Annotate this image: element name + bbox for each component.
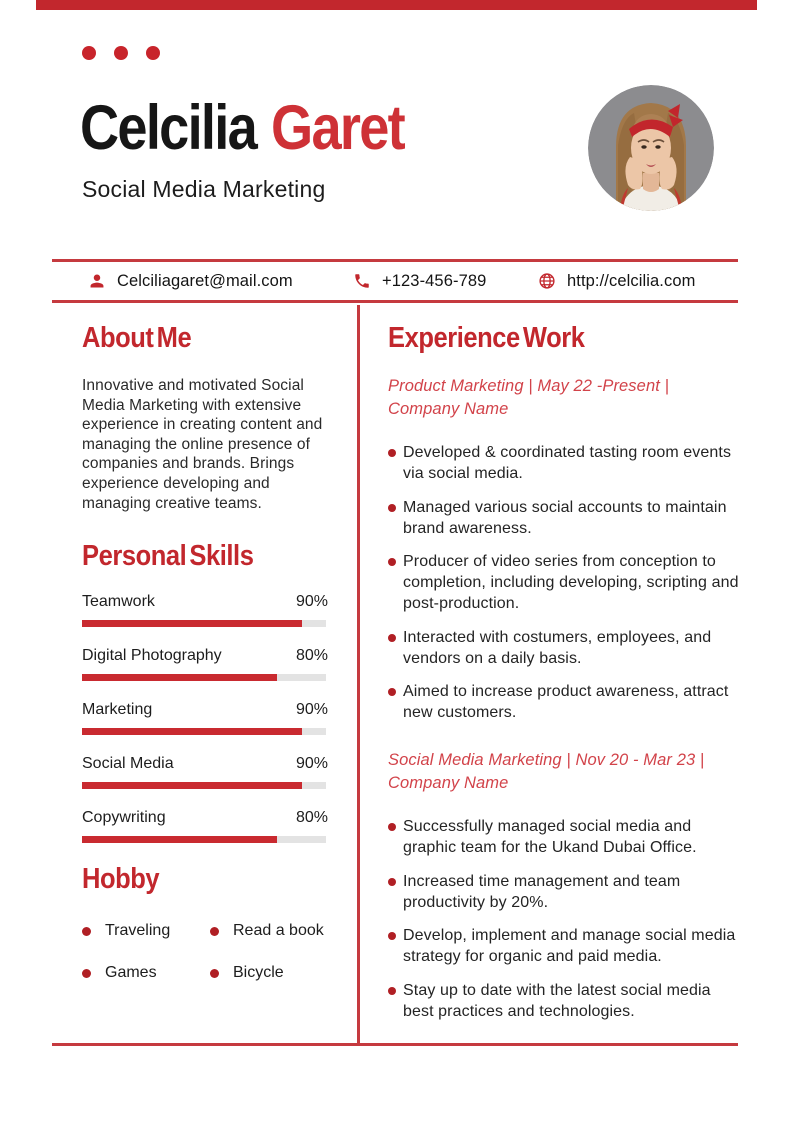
bullet-icon <box>388 688 396 696</box>
hobby-label: Games <box>105 964 157 982</box>
job-bullet-list <box>388 442 741 723</box>
portrait-illustration <box>588 85 714 211</box>
skill-percent: 90% <box>295 701 328 719</box>
first-name: Celcilia <box>80 93 256 163</box>
hobby-label: Traveling <box>105 922 171 940</box>
skills-list <box>82 593 328 843</box>
hobby-item <box>82 964 210 982</box>
bullet-icon <box>210 927 219 936</box>
contact-email <box>88 262 293 300</box>
bullet-text: Successfully managed social media and graphic team for the Ukand Dubai Office. <box>403 818 697 856</box>
skill-bar-track <box>82 620 326 627</box>
skill-percent: 80% <box>295 647 328 665</box>
skill-bar-fill <box>82 728 302 735</box>
bottom-rule <box>52 1043 738 1046</box>
left-column <box>82 322 328 982</box>
job-bullet <box>388 497 741 539</box>
about-text: Innovative and motivated Social Media Marketing with extensive experience in creating content and managing the online presence of companies and brands. Brings experience developing and managing creative teams. <box>82 377 323 512</box>
skill-bar-fill <box>82 836 277 843</box>
skill-label: Social Media <box>82 755 174 773</box>
skill-item <box>82 809 328 843</box>
bullet-icon <box>82 969 91 978</box>
skill-bar-fill <box>82 782 302 789</box>
job-bullet <box>388 551 741 614</box>
job-bullet-list <box>388 816 741 1022</box>
skill-percent: 80% <box>295 809 328 827</box>
skill-bar-track <box>82 836 326 843</box>
job-title: Social Media Marketing <box>82 176 326 202</box>
hobby-title: Hobby <box>82 863 160 896</box>
job-bullet <box>388 627 741 669</box>
skill-bar-track <box>82 728 326 735</box>
bullet-icon <box>388 987 396 995</box>
bullet-text: Interacted with costumers, employees, and vendors on a daily basis. <box>403 628 712 667</box>
website-text: http://celcilia.com <box>567 271 696 290</box>
bullet-icon <box>388 878 396 886</box>
about-title: About Me <box>82 322 192 354</box>
skill-label: Teamwork <box>82 593 155 611</box>
bullet-text: Developed & coordinated tasting room events via social media. <box>403 444 732 482</box>
bullet-icon <box>210 969 219 978</box>
experience-title: Experience Work <box>388 322 585 354</box>
person-name <box>80 92 404 164</box>
profile-photo <box>588 85 714 211</box>
job-bullet <box>388 442 741 484</box>
contact-bar <box>52 259 738 303</box>
skill-percent: 90% <box>295 593 328 611</box>
dot-icon <box>114 46 128 60</box>
contact-phone <box>353 262 486 300</box>
dot-icon <box>82 46 96 60</box>
right-column <box>388 322 741 1034</box>
last-name: Garet <box>271 93 404 163</box>
hobby-label: Bicycle <box>233 964 284 982</box>
skill-label: Digital Photography <box>82 647 222 665</box>
skill-bar-track <box>82 674 326 681</box>
skill-percent: 90% <box>295 755 328 773</box>
column-divider <box>357 305 360 1044</box>
job-bullet <box>388 816 741 858</box>
dot-icon <box>146 46 160 60</box>
hobby-item <box>82 922 210 940</box>
person-icon <box>88 272 106 290</box>
bullet-icon <box>388 449 396 457</box>
phone-icon <box>353 272 371 290</box>
bullet-icon <box>388 634 396 642</box>
contact-website <box>538 262 695 300</box>
bullet-icon <box>388 558 396 566</box>
skill-item <box>82 701 328 735</box>
decorative-dots <box>82 46 160 60</box>
skill-item <box>82 647 328 681</box>
skill-item <box>82 755 328 789</box>
bullet-text: Producer of video series from conception to completion, including developing, scripting and post-production. <box>403 553 739 612</box>
skills-title: Personal Skills <box>82 540 254 573</box>
phone-text: +123-456-789 <box>382 271 487 290</box>
skill-bar-fill <box>82 620 302 627</box>
bullet-icon <box>388 504 396 512</box>
hobby-item <box>210 922 328 940</box>
hobby-list <box>82 922 328 982</box>
globe-icon <box>538 272 556 290</box>
job-bullet <box>388 871 741 913</box>
bullet-text: Develop, implement and manage social media strategy for organic and paid media. <box>403 927 736 965</box>
skill-bar-fill <box>82 674 277 681</box>
bullet-icon <box>82 927 91 936</box>
bullet-text: Aimed to increase product awareness, attract new customers. <box>403 683 729 721</box>
job-header: Product Marketing | May 22 -Present | Company Name <box>388 377 669 418</box>
bullet-icon <box>388 932 396 940</box>
skill-item <box>82 593 328 627</box>
bullet-text: Managed various social accounts to maintain brand awareness. <box>403 498 727 537</box>
hobby-item <box>210 964 328 982</box>
bullet-text: Stay up to date with the latest social media best practices and technologies. <box>403 981 711 1020</box>
bullet-text: Increased time management and team productivity by 20%. <box>403 872 681 911</box>
hobby-label: Read a book <box>233 922 324 940</box>
skill-bar-track <box>82 782 326 789</box>
job-bullet <box>388 980 741 1022</box>
bullet-icon <box>388 823 396 831</box>
skill-label: Marketing <box>82 701 153 719</box>
skill-label: Copywriting <box>82 809 166 827</box>
job-header: Social Media Marketing | Nov 20 - Mar 23 | Company Name <box>388 751 705 792</box>
job-bullet <box>388 925 741 967</box>
top-accent-bar <box>36 0 757 10</box>
job-bullet <box>388 681 741 723</box>
email-text: Celciliagaret@mail.com <box>117 271 293 290</box>
